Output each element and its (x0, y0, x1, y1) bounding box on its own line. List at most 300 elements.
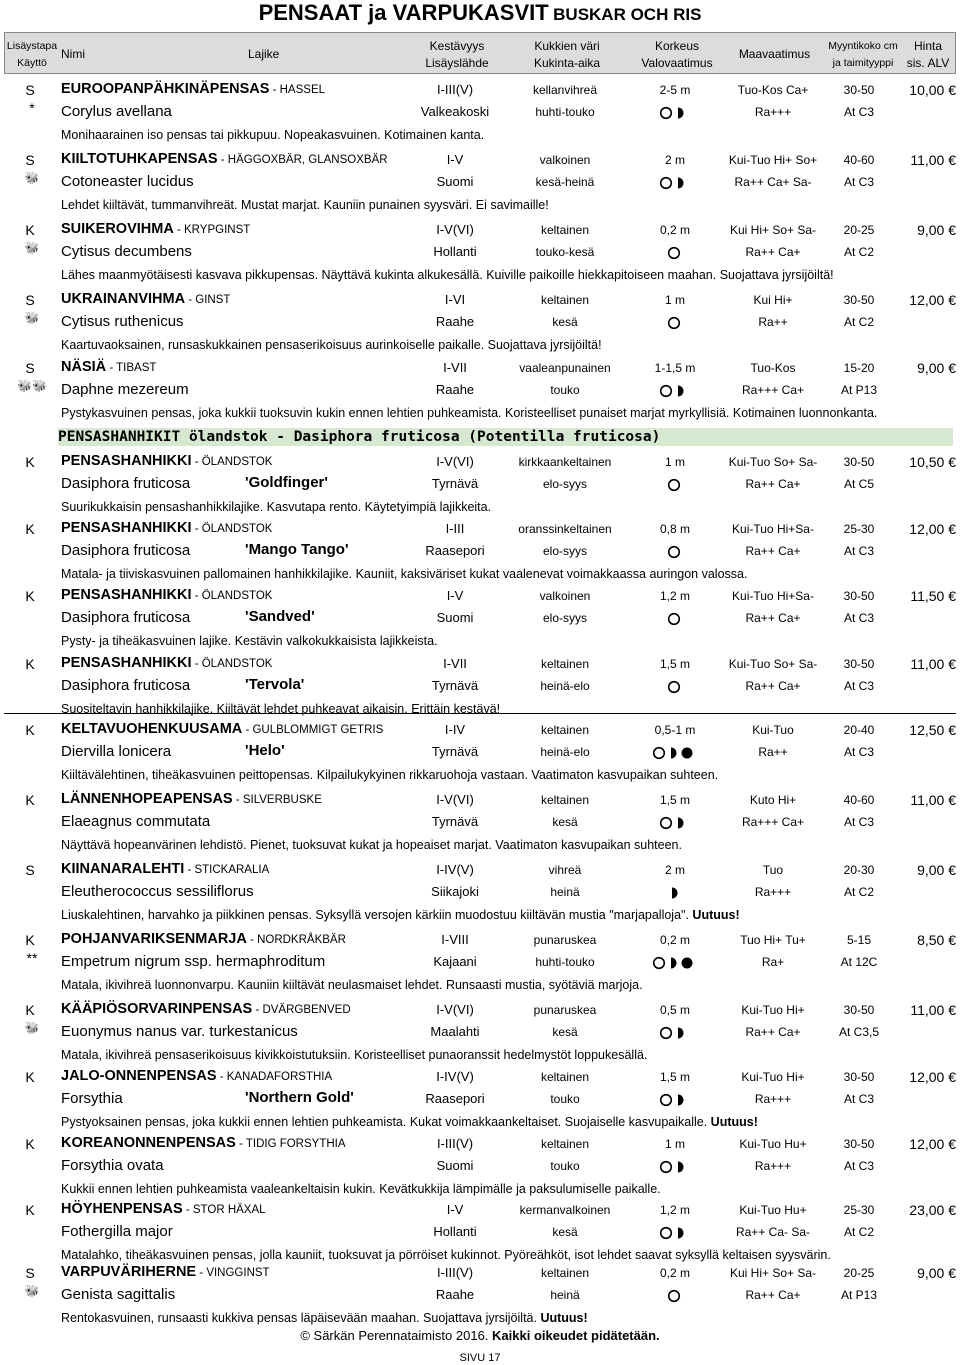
description: Pystykasvuinen pensas, joka kukkii tuoksuvin kukin ennen lehtien puhkeamista. Koristeelliset punaiset marjat myrkyllisiä. Kotimainen luonnonkanta. (61, 406, 878, 420)
light-requirement (650, 610, 698, 626)
latin-name: Cytisus decumbens (61, 243, 192, 260)
plant-name-fi: EUROOPANPÄHKINÄPENSAS (61, 81, 270, 97)
propagation-code: K (25, 656, 35, 672)
propagation-code: K (25, 222, 35, 238)
half-shade-icon (678, 385, 684, 396)
plant-height: 1,5 m (659, 657, 690, 671)
hardiness-zone: I-III(V) (436, 1265, 474, 1280)
soil-requirement-1: Kui-Tuo Hi+ (741, 1003, 805, 1017)
bloom-time: heinä (550, 1288, 580, 1302)
hardiness-zone: I-III(V) (436, 1136, 474, 1151)
propagation-source: Tyrnävä (431, 744, 479, 759)
sales-size: 30-50 (843, 1003, 875, 1017)
half-shade-icon (672, 887, 678, 898)
plant-height: 0,5 m (659, 1003, 690, 1017)
plant-height: 0,2 m (659, 1266, 690, 1280)
description: Monihaarainen iso pensas tai pikkupuu. Nopeakasvuinen. Kotimainen kanta. (61, 128, 485, 142)
flower-color: keltainen (540, 657, 590, 671)
plant-name (61, 520, 272, 537)
hardiness-zone: I-VIII (441, 932, 469, 947)
plant-type: At C3 (843, 611, 874, 625)
plant-name (61, 1135, 346, 1152)
propagation-code: K (25, 588, 35, 604)
bloom-time: heinä-elo (540, 745, 590, 759)
plant-name (61, 721, 383, 738)
soil-requirement-1: Kui Hi+ (753, 293, 793, 307)
latin-name: Dasiphora fruticosa (61, 677, 191, 694)
flower-color: kellanvihreä (532, 83, 598, 97)
description: Suurikukkaisin pensashanhikkilajike. Kasvutapa rento. Käytetyimpiä lajikkeita. (61, 500, 492, 514)
plant-height: 2 m (664, 153, 685, 167)
half-shade-icon (671, 747, 677, 758)
light-requirement (650, 174, 698, 190)
plant-name-fi: POHJANVARIKSENMARJA (61, 931, 247, 947)
usage-mark: 🐝 (24, 311, 40, 325)
plant-name-fi: KÄÄPIÖSORVARINPENSAS (61, 1001, 253, 1017)
page-number: SIVU 17 (459, 1352, 501, 1364)
full-sun-icon (661, 1028, 672, 1039)
full-sun-icon (668, 248, 679, 259)
usage-mark: 🐝🐝 (17, 379, 47, 393)
plant-name-sv: - GULBLOMMIGT GETRIS (242, 724, 384, 736)
hardiness-zone: I-VII (443, 656, 467, 671)
soil-requirement-2: Ra+ (761, 955, 785, 969)
hardiness-zone: I-III (445, 521, 465, 536)
flower-color: vaaleanpunainen (519, 361, 611, 375)
propagation-code: K (25, 1002, 35, 1018)
plant-name-sv: - ÖLANDSTOK (191, 523, 273, 535)
soil-requirement-2: Ra++ Ca+ (745, 611, 801, 625)
latin-name: Dasiphora fruticosa (61, 609, 191, 626)
half-shade-icon (678, 1094, 684, 1105)
soil-requirement-2: Ra++ (758, 315, 788, 329)
sales-size: 40-60 (843, 153, 875, 167)
cultivar-name: 'Northern Gold' (245, 1089, 354, 1106)
hardiness-zone: I-VII (443, 360, 467, 375)
bloom-time: heinä (550, 885, 580, 899)
plant-name-sv: - TIBAST (106, 362, 157, 374)
soil-requirement-2: Ra+++ (754, 1092, 792, 1106)
hardiness-zone: I-V (446, 1202, 464, 1217)
light-requirement (650, 1091, 698, 1107)
propagation-code: K (25, 454, 35, 470)
description: Lähes maanmyötäisesti kasvava pikkupensas. Näyttävä kukinta alkukesällä. Kuiville paikoille hiekkapitoiseen maahan. Suojattava jyrsijöiltä! (61, 268, 834, 282)
soil-requirement-2: Ra+++ (754, 105, 792, 119)
bloom-time: touko (550, 1092, 580, 1106)
plant-name (61, 151, 388, 168)
half-shade-icon (678, 1161, 684, 1172)
bloom-time: touko (550, 383, 580, 397)
full-sun-icon (653, 958, 664, 969)
flower-color: punaruskea (533, 1003, 597, 1017)
propagation-code: K (25, 792, 35, 808)
plant-height: 2-5 m (659, 83, 691, 97)
hardiness-zone: I-III(V) (436, 82, 474, 97)
description: Suositeltavin hanhikkilajike. Kiiltävät lehdet puhkeavat aikaisin. Erittäin kestävä! (61, 702, 501, 716)
price: 11,50 € (910, 588, 956, 604)
plant-name (61, 453, 272, 470)
plant-name-sv: - ÖLANDSTOK (191, 658, 273, 670)
price: 11,00 € (910, 152, 956, 168)
plant-type: At P13 (840, 1288, 878, 1302)
bloom-time: heinä-elo (540, 679, 590, 693)
plant-name-fi: KIILTOTUHKAPENSAS (61, 151, 218, 167)
plant-type: At C5 (843, 477, 874, 491)
light-requirement (650, 382, 698, 398)
cultivar-name: 'Tervola' (245, 676, 305, 693)
propagation-code: S (25, 82, 35, 98)
plant-name (61, 861, 269, 878)
soil-requirement-1: Tuo-Kos Ca+ (737, 83, 809, 97)
bloom-time: kesä (552, 815, 578, 829)
plant-height: 1-1,5 m (654, 361, 696, 375)
propagation-source: Siikajoki (431, 884, 479, 899)
plant-height: 1,2 m (659, 589, 690, 603)
propagation-code: S (25, 360, 35, 376)
soil-requirement-1: Kui-Tuo So+ Sa- (728, 657, 818, 671)
full-sun-icon (661, 178, 672, 189)
full-sun-icon (668, 1291, 679, 1302)
new-badge: Uutuus! (710, 1115, 758, 1129)
new-badge: Uutuus! (692, 908, 740, 922)
plant-type: At C3 (843, 544, 874, 558)
sales-size: 30-50 (843, 83, 875, 97)
plant-name-sv: - KRYPGINST (173, 224, 251, 236)
cultivar-name: 'Mango Tango' (245, 541, 349, 558)
half-shade-icon (678, 1027, 684, 1038)
plant-name-sv: - STICKARALIA (184, 864, 270, 876)
plant-type: At P13 (840, 383, 878, 397)
plant-name-sv: - DVÄRGBENVED (252, 1004, 351, 1016)
plant-name-sv: - TIDIG FORSYTHIA (235, 1138, 346, 1150)
flower-color: keltainen (540, 1266, 590, 1280)
plant-name (61, 655, 272, 672)
hardiness-zone: I-V(VI) (436, 792, 474, 807)
price: 12,00 € (909, 521, 956, 537)
plant-height: 1,5 m (659, 793, 690, 807)
propagation-source: Raahe (435, 382, 475, 397)
soil-requirement-2: Ra++ Ca+ (745, 679, 801, 693)
description: Matala- ja tiiviskasvuinen pallomainen hanhikkilajike. Kauniit, kaksiväriset kukat vaalenevat voimakkaassa auringon valossa. (61, 567, 748, 581)
plant-name (61, 291, 230, 308)
plant-name-fi: LÄNNENHOPEAPENSAS (61, 791, 233, 807)
description: Matala, ikivihreä luonnonvarpu. Kauniin kiiltävät neulasmaiset lehdet. Runsaasti mustia, syötäviä marjoja. (61, 978, 643, 992)
full-sun-icon (661, 818, 672, 829)
sales-size: 20-30 (843, 863, 875, 877)
propagation-source: Hollanti (433, 1224, 477, 1239)
price: 9,00 € (917, 222, 956, 238)
flower-color: keltainen (540, 1137, 590, 1151)
propagation-code: K (25, 932, 35, 948)
plant-height: 0,5-1 m (654, 723, 696, 737)
hardiness-zone: I-IV(V) (436, 1069, 474, 1084)
price: 8,50 € (917, 932, 956, 948)
latin-name: Forsythia ovata (61, 1157, 164, 1174)
plant-name-fi: PENSASHANHIKKI (61, 587, 192, 603)
plant-height: 1 m (664, 1137, 685, 1151)
full-sun-icon (661, 386, 672, 397)
propagation-source: Kajaani (433, 954, 477, 969)
header-hinta: Hinta (913, 39, 942, 53)
propagation-source: Raasepori (425, 543, 485, 558)
bloom-time: huhti-touko (535, 955, 595, 969)
sales-size: 30-50 (843, 293, 875, 307)
plant-name-fi: PENSASHANHIKKI (61, 453, 192, 469)
title-fi: PENSAAT ja VARPUKASVIT (258, 0, 549, 25)
header-maavaatimus: Maavaatimus (738, 47, 811, 61)
description: Kiiltävälehtinen, tiheäkasvuinen peittopensas. Kilpailukykyinen rikkaruohoja vastaan. Vaatimaton kasvupaikan suhteen. (61, 768, 719, 782)
latin-name: Forsythia (61, 1090, 123, 1107)
plant-name-fi: PENSASHANHIKKI (61, 655, 192, 671)
price: 11,00 € (910, 792, 956, 808)
header-lisayslahde: Lisäyslähde (425, 56, 489, 70)
light-requirement (650, 314, 698, 330)
light-requirement (650, 884, 698, 900)
price: 12,00 € (909, 1069, 956, 1085)
soil-requirement-1: Kuto Hi+ (749, 793, 797, 807)
header-kukkien-vari: Kukkien väri (534, 39, 600, 53)
latin-name: Diervilla lonicera (61, 743, 172, 760)
propagation-source: Tyrnävä (431, 814, 479, 829)
latin-name: Dasiphora fruticosa (61, 542, 191, 559)
usage-mark: 🐝 (24, 1284, 40, 1298)
header-valovaatimus: Valovaatimus (641, 56, 713, 70)
soil-requirement-1: Kui-Tuo (752, 723, 794, 737)
plant-name-sv: - ÖLANDSTOK (191, 590, 273, 602)
flower-color: vihreä (548, 863, 582, 877)
plant-type: At C3 (843, 679, 874, 693)
full-sun-icon (661, 1095, 672, 1106)
flower-color: keltainen (540, 793, 590, 807)
usage-mark: 🐝 (24, 241, 40, 255)
half-shade-icon (678, 107, 684, 118)
cultivar-name: 'Sandved' (245, 608, 315, 625)
new-badge: Uutuus! (540, 1311, 588, 1325)
propagation-source: Suomi (436, 1158, 474, 1173)
plant-type: At 12C (840, 955, 878, 969)
soil-requirement-1: Kui-Tuo Hi+ So+ (728, 153, 818, 167)
bloom-time: kesä (552, 1025, 578, 1039)
cultivar-name: 'Helo' (245, 742, 285, 759)
flower-color: oranssinkeltainen (518, 522, 612, 536)
plant-name (61, 1068, 332, 1085)
plant-name-sv: - HASSEL (269, 84, 326, 96)
propagation-source: Suomi (436, 174, 474, 189)
description: Kaartuvaoksainen, runsaskukkainen pensaserikoisuus aurinkoiselle paikalle. Suojattava jyrsijöiltä! (61, 338, 602, 352)
light-requirement (650, 814, 698, 830)
bloom-time: kesä (552, 1225, 578, 1239)
soil-requirement-1: Tuo (762, 863, 784, 877)
price: 11,00 € (910, 1002, 956, 1018)
plant-height: 0,2 m (659, 933, 690, 947)
plant-name-fi: VARPUVÄRIHERNE (61, 1264, 197, 1280)
propagation-code: K (25, 1069, 35, 1085)
header-lisaystapa: Lisäystapa (6, 40, 58, 52)
sales-size: 30-50 (843, 455, 875, 469)
price: 9,00 € (917, 1265, 956, 1281)
propagation-source: Raasepori (425, 1091, 485, 1106)
sales-size: 30-50 (843, 589, 875, 603)
soil-requirement-2: Ra++ Ca+ (745, 477, 801, 491)
shade-icon (681, 957, 692, 968)
soil-requirement-1: Kui-Tuo Hu+ (739, 1137, 807, 1151)
plant-type: At C2 (843, 315, 874, 329)
full-sun-icon (668, 614, 679, 625)
light-requirement (650, 543, 698, 559)
propagation-source: Hollanti (433, 244, 477, 259)
sales-size: 20-25 (843, 1266, 875, 1280)
flower-color: valkoinen (539, 153, 591, 167)
soil-requirement-2: Ra++ Ca- Sa- (735, 1225, 811, 1239)
plant-type: At C3 (843, 105, 874, 119)
sales-size: 15-20 (843, 361, 875, 375)
plant-name (61, 587, 272, 604)
soil-requirement-2: Ra++ Ca+ (745, 544, 801, 558)
plant-name-fi: KOREANONNENPENSAS (61, 1135, 236, 1151)
plant-name-fi: UKRAINANVIHMA (61, 291, 186, 307)
full-sun-icon (661, 108, 672, 119)
latin-name: Genista sagittalis (61, 1286, 176, 1303)
table-header (4, 32, 956, 74)
propagation-source: Raahe (435, 314, 475, 329)
latin-name: Corylus avellana (61, 103, 172, 120)
hardiness-zone: I-V (446, 152, 464, 167)
page-title (0, 0, 960, 30)
soil-requirement-1: Kui Hi+ So+ Sa- (729, 223, 817, 237)
light-requirement (650, 1158, 698, 1174)
plant-height: 0,8 m (659, 522, 690, 536)
plant-name (61, 359, 156, 376)
propagation-code: K (25, 1202, 35, 1218)
light-requirement (650, 244, 698, 260)
latin-name: Fothergilla major (61, 1223, 173, 1240)
price: 9,00 € (917, 360, 956, 376)
hardiness-zone: I-V(VI) (436, 222, 474, 237)
description: Matala, ikivihreä pensaserikoisuus kivikkoistutuksiin. Koristeelliset punaoranssit hedelmystöt loppukesällä. (61, 1048, 648, 1062)
latin-name: Cytisus ruthenicus (61, 313, 184, 330)
soil-requirement-1: Kui-Tuo Hi+Sa- (732, 522, 814, 536)
description: Pysty- ja tiheäkasvuinen lajike. Kestävin valkokukkaisista lajikkeista. (61, 634, 438, 648)
bloom-time: touko-kesä (535, 245, 595, 259)
flower-color: valkoinen (539, 589, 591, 603)
plant-type: At C3 (843, 175, 874, 189)
propagation-code: S (25, 1265, 35, 1281)
latin-name: Eleutherococcus sessiliflorus (61, 883, 254, 900)
plant-name-fi: SUIKEROVIHMA (61, 221, 174, 237)
propagation-source: Valkeakoski (420, 104, 490, 119)
plant-type: At C2 (843, 1225, 874, 1239)
plant-name (61, 791, 322, 808)
flower-color: keltainen (540, 223, 590, 237)
sales-size: 40-60 (843, 793, 875, 807)
price: 9,00 € (917, 862, 956, 878)
plant-name (61, 1201, 266, 1218)
header-taimityyppi: ja taimityyppi (832, 57, 894, 69)
plant-name-fi: HÖYHENPENSAS (61, 1201, 183, 1217)
footer-copyright: © Särkän Perennataimisto 2016. (300, 1328, 489, 1343)
plant-name-sv: - GINST (185, 294, 231, 306)
light-requirement (650, 1024, 698, 1040)
section-banner: PENSASHANHIKIT ölandstok - Dasiphora fruticosa (Potentilla fruticosa) (58, 428, 953, 446)
latin-name: Elaeagnus commutata (61, 813, 211, 830)
soil-requirement-2: Ra+++ (754, 885, 792, 899)
bloom-time: kesä-heinä (535, 175, 595, 189)
propagation-code: S (25, 862, 35, 878)
plant-type: At C3,5 (838, 1025, 880, 1039)
header-myyntikoko: Myyntikoko cm (828, 40, 898, 52)
footer-rights: Kaikki oikeudet pidätetään. (492, 1328, 660, 1343)
soil-requirement-2: Ra++ (758, 745, 788, 759)
hardiness-zone: I-IV (444, 722, 466, 737)
price: 10,50 € (909, 454, 956, 470)
flower-color: kirkkaankeltainen (518, 455, 612, 469)
usage-mark: 🐝 (24, 1021, 40, 1035)
full-sun-icon (661, 1228, 672, 1239)
plant-name-fi: JALO-ONNENPENSAS (61, 1068, 217, 1084)
full-sun-icon (668, 480, 679, 491)
plant-name-fi: PENSASHANHIKKI (61, 520, 192, 536)
usage-mark: 🐝 (24, 171, 40, 185)
plant-height: 1 m (664, 455, 685, 469)
propagation-code: S (25, 292, 35, 308)
plant-name-sv: - SILVERBUSKE (232, 794, 322, 806)
full-sun-icon (668, 547, 679, 558)
plant-name-fi: KELTAVUOHENKUUSAMA (61, 721, 243, 737)
soil-requirement-2: Ra+++ Ca+ (741, 815, 805, 829)
soil-requirement-1: Kui-Tuo So+ Sa- (728, 455, 818, 469)
latin-name: Euonymus nanus var. turkestanicus (61, 1023, 298, 1040)
propagation-source: Suomi (436, 610, 474, 625)
plant-height: 1,5 m (659, 1070, 690, 1084)
propagation-code: K (25, 1136, 35, 1152)
bloom-time: elo-syys (542, 477, 587, 491)
plant-type: At C2 (843, 885, 874, 899)
header-alv: sis. ALV (906, 56, 950, 70)
price: 23,00 € (909, 1202, 956, 1218)
soil-requirement-2: Ra++ Ca+ (745, 1288, 801, 1302)
flower-color: kermanvalkoinen (519, 1203, 611, 1217)
light-requirement (650, 104, 698, 120)
plant-name-fi: NÄSIÄ (61, 359, 107, 375)
light-requirement (650, 744, 698, 760)
light-requirement (650, 1224, 698, 1240)
shade-icon (681, 747, 692, 758)
header-kaytto: Käyttö (17, 57, 47, 69)
full-sun-icon (661, 1162, 672, 1173)
plant-height: 0,2 m (659, 223, 690, 237)
flower-color: keltainen (540, 293, 590, 307)
plant-name-sv: - ÖLANDSTOK (191, 456, 273, 468)
soil-requirement-2: Ra+++ Ca+ (741, 383, 805, 397)
plant-name-fi: KIINANARALEHTI (61, 861, 185, 877)
sales-size: 30-50 (843, 1137, 875, 1151)
hardiness-zone: I-V (446, 588, 464, 603)
sales-size: 30-50 (843, 657, 875, 671)
soil-requirement-1: Kui-Tuo Hi+ (741, 1070, 805, 1084)
sales-size: 30-50 (843, 1070, 875, 1084)
hardiness-zone: I-V(VI) (436, 454, 474, 469)
plant-name (61, 221, 250, 238)
propagation-code: S (25, 152, 35, 168)
soil-requirement-2: Ra++ Ca+ (745, 1025, 801, 1039)
half-shade-icon (678, 177, 684, 188)
plant-type: At C3 (843, 1092, 874, 1106)
plant-height: 2 m (664, 863, 685, 877)
soil-requirement-1: Tuo-Kos (750, 361, 796, 375)
half-shade-icon (678, 1227, 684, 1238)
sales-size: 25-30 (843, 1203, 875, 1217)
light-requirement (650, 954, 698, 970)
